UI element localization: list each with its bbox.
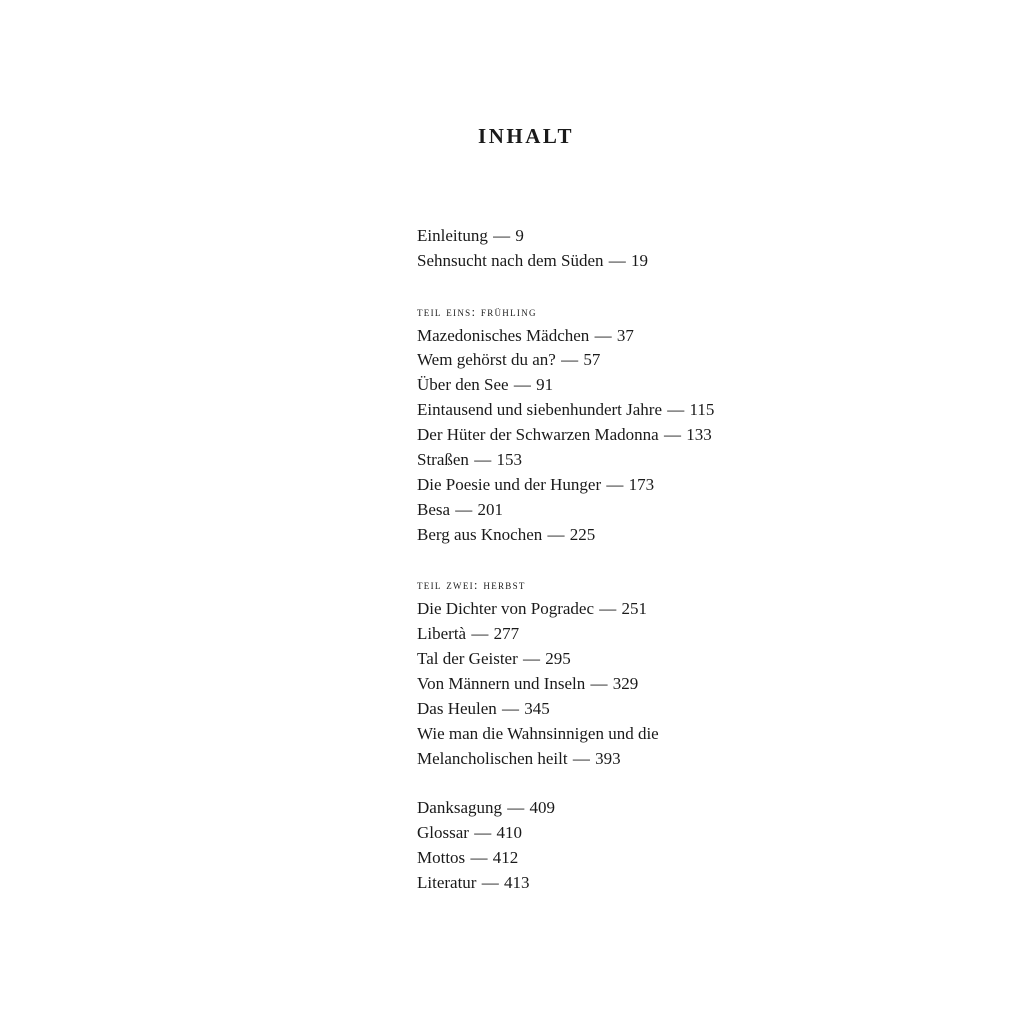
page-title: INHALT: [478, 124, 574, 148]
entry-title: Von Männern und Inseln: [417, 674, 586, 694]
entry-title: Berg aus Knochen: [417, 524, 543, 544]
toc-entry: [417, 747, 837, 772]
entry-separator: —: [471, 624, 489, 644]
entry-separator: —: [474, 823, 492, 843]
toc-group-intro: [417, 224, 837, 274]
entry-page: 173: [628, 474, 655, 494]
entry-page: 91: [536, 375, 554, 395]
entry-page: 410: [496, 823, 522, 843]
entry-separator: —: [599, 599, 617, 619]
entry-separator: —: [608, 250, 626, 270]
entry-separator: —: [481, 873, 499, 893]
entry-title: Die Dichter von Pogradec: [417, 599, 595, 619]
entry-separator: —: [470, 848, 488, 868]
entry-page: 412: [492, 848, 519, 868]
entry-separator: —: [523, 649, 541, 669]
toc-entry: [417, 348, 837, 373]
toc-entry: [417, 672, 837, 697]
entry-separator: —: [561, 350, 579, 370]
entry-title: Das Heulen: [417, 698, 497, 718]
toc-entry: [417, 846, 837, 871]
entry-page: 201: [477, 499, 504, 519]
toc-entry: [417, 249, 837, 274]
entry-title: Literatur: [417, 873, 477, 893]
entry-separator: —: [667, 400, 685, 420]
entry-page: 393: [595, 748, 621, 768]
entry-title: Der Hüter der Schwarzen Madonna: [417, 425, 659, 445]
entry-separator: —: [455, 499, 473, 519]
toc-entry: [417, 622, 837, 647]
toc-entry: [417, 398, 837, 423]
entry-separator: —: [594, 325, 612, 345]
entry-title: Straßen: [417, 450, 469, 470]
entry-title: Über den See: [417, 375, 509, 395]
entry-title: Tal der Geister: [417, 649, 518, 669]
entry-separator: —: [507, 798, 525, 818]
entry-title: Sehnsucht nach dem Süden: [417, 250, 604, 270]
entry-separator: —: [474, 450, 492, 470]
toc-entry: [417, 647, 837, 672]
entry-page: 133: [686, 425, 712, 445]
entry-page: 345: [524, 698, 550, 718]
entry-page: 115: [689, 400, 715, 420]
entry-title: Die Poesie und der Hunger: [417, 474, 602, 494]
entry-page: 277: [493, 624, 520, 644]
toc-entry: [417, 373, 837, 398]
toc-group-part-two: [417, 572, 837, 771]
entry-page: 37: [616, 325, 634, 345]
entry-separator: —: [606, 474, 624, 494]
entry-page: 409: [529, 798, 555, 818]
toc-entry: [417, 224, 837, 249]
entry-separator: —: [663, 425, 681, 445]
entry-title: Eintausend und siebenhundert Jahre: [417, 400, 663, 420]
entry-title: Mottos: [417, 848, 466, 868]
toc-entry: [417, 697, 837, 722]
toc-entry: [417, 597, 837, 622]
entry-title: Mazedonisches Mädchen: [417, 325, 590, 345]
toc-entry: [417, 448, 837, 473]
table-of-contents: [417, 224, 837, 896]
entry-page: 19: [631, 250, 648, 270]
entry-page: 9: [515, 226, 524, 245]
entry-page: 225: [569, 524, 596, 544]
entry-separator: —: [590, 674, 608, 694]
entry-separator: —: [493, 226, 511, 245]
entry-title: Wem gehörst du an?: [417, 350, 556, 370]
toc-entry: [417, 423, 837, 448]
entry-separator: —: [547, 524, 565, 544]
entry-title: Einleitung: [417, 226, 488, 245]
entry-title: Besa: [417, 499, 451, 519]
toc-entry: [417, 523, 837, 548]
toc-entry-continued: [417, 722, 837, 747]
entry-title: Danksagung: [417, 798, 502, 818]
toc-entry: [417, 498, 837, 523]
entry-page: 153: [496, 450, 522, 470]
entry-page: 329: [612, 674, 639, 694]
entry-separator: —: [513, 375, 531, 395]
entry-page: 251: [621, 599, 648, 619]
toc-group-part-one: [417, 299, 837, 548]
part-heading: teil eins: frühling: [417, 303, 537, 319]
toc-entry: [417, 871, 837, 896]
entry-page: 57: [583, 350, 601, 370]
toc-entry: [417, 796, 837, 821]
part-heading: teil zwei: herbst: [417, 577, 526, 593]
toc-entry: [417, 473, 837, 498]
toc-entry: [417, 821, 837, 846]
entry-title: Melancholischen heilt: [417, 748, 568, 768]
entry-separator: —: [502, 698, 520, 718]
toc-group-appendix: [417, 796, 837, 896]
entry-title: Libertà: [417, 624, 467, 644]
entry-page: 413: [503, 873, 530, 893]
entry-title: Glossar: [417, 823, 469, 843]
entry-page: 295: [545, 649, 571, 669]
entry-title: Wie man die Wahnsinnigen und die: [417, 723, 659, 743]
toc-entry: [417, 324, 837, 349]
entry-separator: —: [572, 748, 590, 768]
